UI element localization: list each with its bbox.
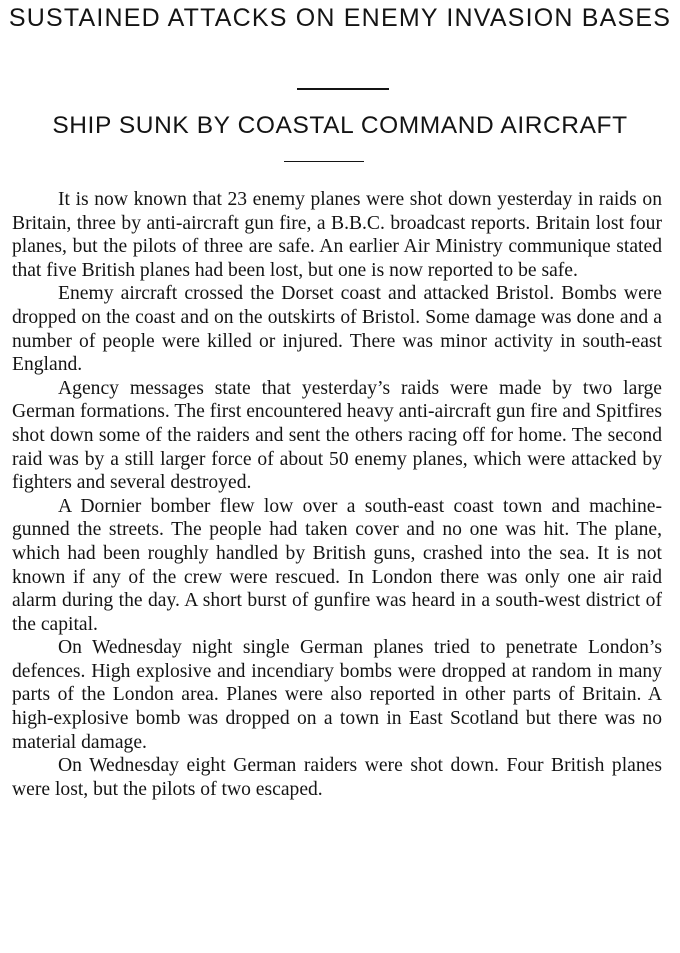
headline-divider bbox=[297, 88, 389, 90]
article-paragraph: Enemy aircraft crossed the Dorset coast and attacked Bristol. Bombs were dropped on the coast and on the outskirts of Bristol. Some damage was done and a number of people were killed or injured. There was minor activity in south-east England. bbox=[12, 283, 662, 376]
article-body bbox=[12, 188, 662, 801]
article-paragraph: A Dornier bomber flew low over a south-east coast town and machine-gunned the streets. The people had taken cover and no one was hit. The plane, which had been roughly handled by British guns, crashed into the sea. It is not known if any of the crew were rescued. In London there was only one air raid alarm during the day. A short burst of gunfire was heard in a south-west district of the capital. bbox=[12, 495, 662, 635]
article-paragraph: On Wednesday night single German planes tried to penetrate London’s defences. High explosive and incendiary bombs were dropped at random in many parts of the London area. Planes were also reported in other parts of Britain. A high-explosive bomb was dropped on a town in East Scotland but there was no material damage. bbox=[12, 637, 662, 753]
article-paragraph: Agency messages state that yesterday’s raids were made by two large German formations. The first encountered heavy anti-aircraft gun fire and Spitfires shot down some of the raiders and sent the others racing off for home. The second raid was by a still larger force of about 50 enemy planes, which were attacked by fighters and several destroyed. bbox=[12, 377, 662, 494]
article-subheadline: SHIP SUNK BY COASTAL COMMAND AIRCRAFT bbox=[52, 112, 628, 139]
article-paragraph: On Wednesday eight German raiders were shot down. Four British planes were lost, but the pilots of two escaped. bbox=[12, 755, 662, 800]
article-paragraph: It is now known that 23 enemy planes were shot down yesterday in raids on Britain, three by anti-aircraft gun fire, a B.B.C. broadcast reports. Britain lost four planes, but the pilots of three are safe. An earlier Air Ministry communique stated that five British planes had been lost, but one is now reported to be safe. bbox=[12, 189, 662, 281]
article-headline: SUSTAINED ATTACKS ON ENEMY INVASION BASES bbox=[8, 4, 672, 32]
subheadline-divider bbox=[284, 161, 364, 162]
